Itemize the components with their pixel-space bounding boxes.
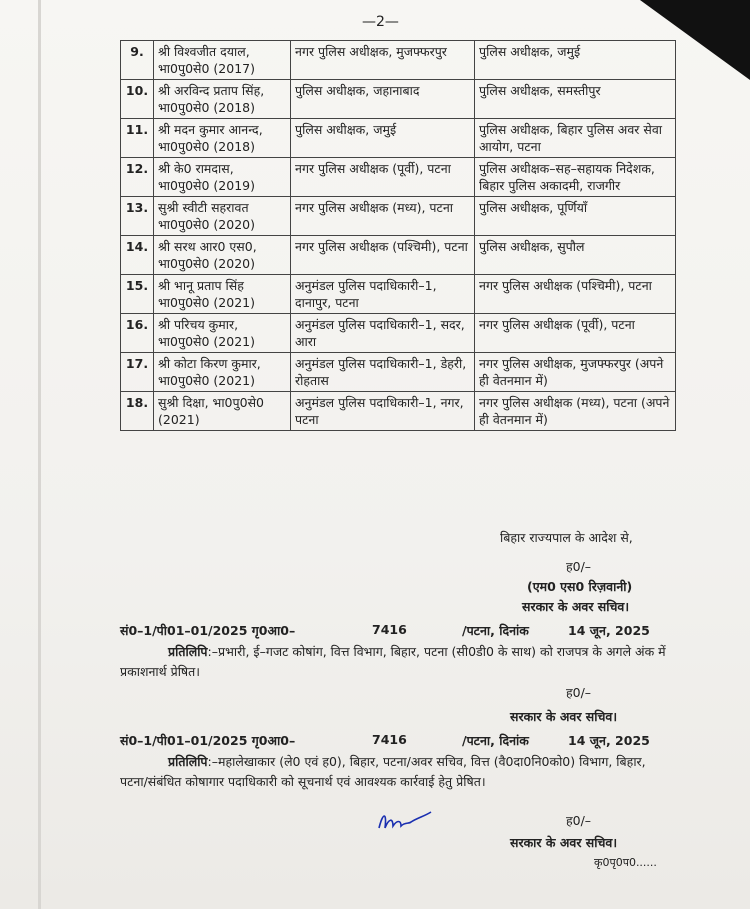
officer-cell: सुश्री स्वीटी सहरावत भा0पु0से0 (2020) [154, 197, 291, 236]
new-post-cell: पुलिस अधीक्षक, बिहार पुलिस अवर सेवा आयोग, पटना [475, 119, 676, 158]
copy1-text: :–प्रभारी, ई–गजट कोषांग, वित्त विभाग, बिहार, पटना (सी0डी0 के साथ) को राजपत्र के अगले अंक में प्रकाशनार्थ प्रेषित। [120, 644, 666, 679]
memo1-date: 14 जून, 2025 [568, 623, 650, 638]
handwritten-signature [375, 806, 435, 836]
table-row [121, 236, 676, 275]
paper-fold [38, 0, 41, 909]
officer-cell: श्री कोटा किरण कुमार, भा0पु0से0 (2021) [154, 353, 291, 392]
serial-cell: 9. [121, 41, 154, 80]
new-post-cell: नगर पुलिस अधीक्षक, मुजफ्फरपुर (अपने ही वेतनमान में) [475, 353, 676, 392]
officer-cell: श्री सरथ आर0 एस0, भा0पु0से0 (2020) [154, 236, 291, 275]
memo2-dispatch: 7416 [372, 732, 407, 747]
officer-cell: सुश्री दिक्षा, भा0पु0से0 (2021) [154, 392, 291, 431]
memo1-place: /पटना, दिनांक [462, 623, 529, 638]
current-post-cell: अनुमंडल पुलिस पदाधिकारी–1, दानापुर, पटना [291, 275, 475, 314]
table-row [121, 197, 676, 236]
copy2-text: :–महालेखाकार (ले0 एवं ह0), बिहार, पटना/अवर सचिव, वित्त (वै0दा0नि0को0) विभाग, बिहार, पटना/संबंधित कोषागार पदाधिकारी को सूचनार्थ एवं आवश्यक कार्रवाई हेतु प्रेषित। [120, 754, 646, 789]
new-post-cell: पुलिस अधीक्षक–सह–सहायक निदेशक, बिहार पुलिस अकादमी, राजगीर [475, 158, 676, 197]
new-post-cell: नगर पुलिस अधीक्षक (पश्चिमी), पटना [475, 275, 676, 314]
page-number: —2— [362, 14, 399, 30]
table-row [121, 392, 676, 431]
officer-cell: श्री मदन कुमार आनन्द, भा0पु0से0 (2018) [154, 119, 291, 158]
table-row [121, 80, 676, 119]
serial-cell: 16. [121, 314, 154, 353]
continued-mark: कृ0पृ0प0...... [594, 856, 657, 869]
new-post-cell: पुलिस अधीक्षक, पूर्णियाँ [475, 197, 676, 236]
current-post-cell: अनुमंडल पुलिस पदाधिकारी–1, नगर, पटना [291, 392, 475, 431]
order-line: बिहार राज्यपाल के आदेश से, [500, 530, 633, 545]
officer-name: (एम0 एस0 रिज़वानी) [527, 579, 633, 594]
signed-mark-3: ह0/– [566, 813, 592, 828]
current-post-cell: अनुमंडल पुलिस पदाधिकारी–1, डेहरी, रोहतास [291, 353, 475, 392]
table-row [121, 314, 676, 353]
current-post-cell: पुलिस अधीक्षक, जहानाबाद [291, 80, 475, 119]
new-post-cell: पुलिस अधीक्षक, समस्तीपुर [475, 80, 676, 119]
table-row [121, 353, 676, 392]
transfer-table [120, 40, 676, 431]
signed-mark-2: ह0/– [566, 685, 592, 700]
officer-cell: श्री विश्वजीत दयाल, भा0पु0से0 (2017) [154, 41, 291, 80]
memo2-date: 14 जून, 2025 [568, 733, 650, 748]
current-post-cell: नगर पुलिस अधीक्षक, मुजफ्फरपुर [291, 41, 475, 80]
table-row [121, 41, 676, 80]
copy1-label: प्रतिलिपि [168, 644, 208, 659]
table-row [121, 275, 676, 314]
copy2-paragraph [120, 752, 670, 792]
signed-mark: ह0/– [566, 559, 592, 574]
new-post-cell: पुलिस अधीक्षक, जमुई [475, 41, 676, 80]
table-row [121, 119, 676, 158]
copy2-label: प्रतिलिपि [168, 754, 208, 769]
memo2-place: /पटना, दिनांक [462, 733, 529, 748]
serial-cell: 12. [121, 158, 154, 197]
designation-3: सरकार के अवर सचिव। [510, 835, 618, 850]
current-post-cell: नगर पुलिस अधीक्षक (पश्चिमी), पटना [291, 236, 475, 275]
serial-cell: 17. [121, 353, 154, 392]
memo1-dispatch: 7416 [372, 622, 407, 637]
officer-cell: श्री भानू प्रताप सिंह भा0पु0से0 (2021) [154, 275, 291, 314]
officer-cell: श्री अरविन्द प्रताप सिंह, भा0पु0से0 (2018) [154, 80, 291, 119]
designation-2: सरकार के अवर सचिव। [510, 709, 618, 724]
officer-cell: श्री के0 रामदास, भा0पु0से0 (2019) [154, 158, 291, 197]
memo2-number: सं0–1/पी01–01/2025 गृ0आ0– [120, 733, 296, 748]
table-row [121, 158, 676, 197]
officer-designation: सरकार के अवर सचिव। [522, 599, 630, 614]
new-post-cell: पुलिस अधीक्षक, सुपौल [475, 236, 676, 275]
current-post-cell: अनुमंडल पुलिस पदाधिकारी–1, सदर, आरा [291, 314, 475, 353]
memo1-number: सं0–1/पी01–01/2025 गृ0आ0– [120, 623, 296, 638]
serial-cell: 10. [121, 80, 154, 119]
copy1-paragraph [120, 642, 670, 682]
current-post-cell: नगर पुलिस अधीक्षक (पूर्वी), पटना [291, 158, 475, 197]
new-post-cell: नगर पुलिस अधीक्षक (मध्य), पटना (अपने ही वेतनमान में) [475, 392, 676, 431]
new-post-cell: नगर पुलिस अधीक्षक (पूर्वी), पटना [475, 314, 676, 353]
serial-cell: 14. [121, 236, 154, 275]
current-post-cell: पुलिस अधीक्षक, जमुई [291, 119, 475, 158]
serial-cell: 11. [121, 119, 154, 158]
officer-cell: श्री परिचय कुमार, भा0पु0से0 (2021) [154, 314, 291, 353]
serial-cell: 18. [121, 392, 154, 431]
serial-cell: 15. [121, 275, 154, 314]
current-post-cell: नगर पुलिस अधीक्षक (मध्य), पटना [291, 197, 475, 236]
serial-cell: 13. [121, 197, 154, 236]
